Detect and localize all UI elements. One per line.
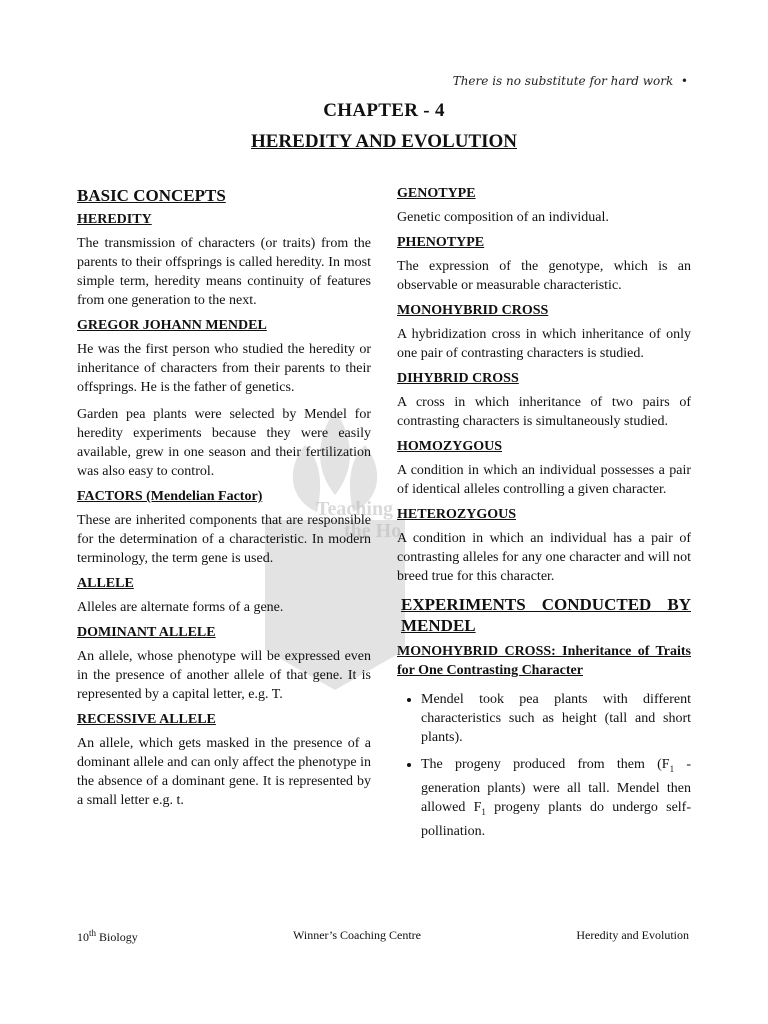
right-column <box>397 186 691 849</box>
footer-centre: Winner’s Coaching Centre <box>293 928 421 942</box>
recessive-allele-heading: RECESSIVE ALLELE <box>77 712 216 727</box>
experiments-heading: EXPERIMENTS CONDUCTED BY MENDEL <box>401 595 691 635</box>
dihybrid-heading: DIHYBRID CROSS <box>397 371 519 386</box>
phenotype-text: The expression of the genotype, which is an observable or measurable characteristic. <box>397 259 691 293</box>
heterozygous-heading: HETEROZYGOUS <box>397 507 517 522</box>
footer-chapter: Heredity and Evolution <box>576 928 689 942</box>
experiment-bullet-list <box>397 690 691 841</box>
heredity-heading: HEREDITY <box>77 212 152 227</box>
chapter-number: CHAPTER - 4 <box>323 100 445 121</box>
basic-concepts-heading: BASIC CONCEPTS <box>77 186 226 205</box>
monohybrid-text: A hybridization cross in which inheritance of only one pair of contrasting characters is studied. <box>397 327 691 361</box>
watermark-text: Teaching the Ho <box>316 498 402 542</box>
heterozygous-text: A condition in which an individual has a pair of contrasting alleles for any one character and will not breed true for this character. <box>397 531 691 584</box>
list-item: • Mendel took pea plants with different characteristics such as height (tall and short plants). <box>421 690 691 747</box>
dihybrid-text: A cross in which inheritance of two pairs of contrasting characters is simultaneously studied. <box>397 395 691 429</box>
genotype-heading: GENOTYPE <box>397 186 476 201</box>
homozygous-heading: HOMOZYGOUS <box>397 439 503 454</box>
monohybrid-cross-heading: MONOHYBRID CROSS: Inheritance of Traits for One Contrasting Character <box>397 644 691 678</box>
mendel-text-1: He was the first person who studied the heredity or inheritance of characters from their parents to their offsprings. He is the father of genetics. <box>77 342 371 395</box>
factors-text: These are inherited components that are responsible for the determination of a characteristic. In modern terminology, the term gene is used. <box>77 513 371 566</box>
chapter-title: HEREDITY AND EVOLUTION <box>250 131 518 152</box>
mendel-text-2: Garden pea plants were selected by Mendel for heredity experiments because they were easily available, grew in one season and their fertilization was also easy to control. <box>77 407 371 479</box>
homozygous-text: A condition in which an individual possesses a pair of identical alleles controlling a given character. <box>397 463 691 497</box>
list-item: • The progeny produced from them ($F_1$ - generation plants) were all tall. Mendel then allowed $F_1$ progeny plants do undergo self-pollination. <box>421 755 691 841</box>
allele-text: Alleles are alternate forms of a gene. <box>77 600 284 615</box>
genotype-text: Genetic composition of an individual. <box>397 210 609 225</box>
factors-heading: FACTORS (Mendelian Factor) <box>77 489 263 504</box>
monohybrid-heading: MONOHYBRID CROSS <box>397 303 549 318</box>
heredity-text: The transmission of characters (or traits) from the parents to their offsprings is called heredity. In most simple term, heredity means continuity of features from one generation to the next. <box>77 236 371 308</box>
page-tagline: There is no substitute for hard work • <box>452 74 688 88</box>
allele-heading: ALLELE <box>77 576 134 591</box>
recessive-allele-text: An allele, which gets masked in the presence of a dominant allele and can only affect the phenotype in the absence of a dominant gene. It is represented by a small letter e.g. t. <box>77 736 371 808</box>
footer-grade: 10th Biology <box>77 928 138 944</box>
dominant-allele-text: An allele, whose phenotype will be expressed even in the presence of another allele of that gene. It is represented by a capital letter, e.g. T. <box>77 649 371 702</box>
page-footer <box>77 928 689 945</box>
dominant-allele-heading: DOMINANT ALLELE <box>77 625 216 640</box>
left-column <box>77 186 371 818</box>
phenotype-heading: PHENOTYPE <box>397 235 485 250</box>
mendel-heading: GREGOR JOHANN MENDEL <box>77 318 267 333</box>
